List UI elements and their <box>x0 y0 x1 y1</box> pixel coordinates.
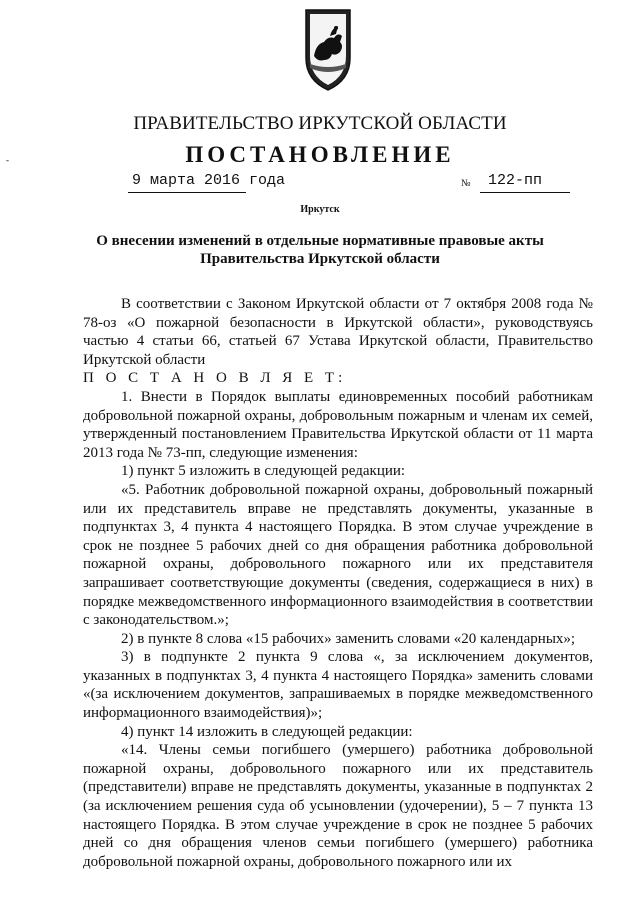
subitem-3: 3) в подпункте 2 пункта 9 слова «, за исключением документов, указанных в подпунктах 3, 4 пункта 4 настоящего Порядка» заменить словами «(за исключением документов, запрашиваемых в порядке межведомственного информационного взаимодействия)»; <box>83 649 593 722</box>
subitem-1: 1) пункт 5 изложить в следующей редакции: <box>121 463 406 480</box>
decree-word: П О С Т А Н О В Л Я Е Т: <box>83 370 347 387</box>
government-name: ПРАВИТЕЛЬСТВО ИРКУТСКОЙ ОБЛАСТИ <box>133 113 507 134</box>
title-line-2: Правительства Иркутской области <box>200 251 440 267</box>
document-title <box>0 232 640 268</box>
city-name: Иркутск <box>300 204 340 215</box>
decree-date: 9 марта 2016 года <box>132 172 286 189</box>
side-mark: - <box>6 155 9 165</box>
decree-number: 122-пп <box>488 172 543 189</box>
subitem-2: 2) в пункте 8 слова «15 рабочих» заменить словами «20 календарных»; <box>121 630 576 647</box>
intro-paragraph: В соответствии с Законом Иркутской области от 7 октября 2008 года № 78-оз «О пожарной безопасности в Иркутской области», руководствуясь частью 4 статьи 66, статьей 67 Устава Иркутской области, Правительство Иркутской области <box>83 296 593 368</box>
number-label: № <box>461 178 471 189</box>
subitem-4: 4) пункт 14 изложить в следующей редакции: <box>121 723 413 740</box>
document-type: ПОСТАНОВЛЕНИЕ <box>185 142 455 167</box>
subitem-4-text: «14. Члены семьи погибшего (умершего) работника добровольной пожарной охраны, добровольного пожарного или их представитель (представители) вправе не представлять документы, указанные в подпунктах 2 (за исключением решения суда об усыновлении (удочерении), 5 – 7 пункта 13 настоящего Порядка. В этом случае учреждение в срок не позднее 5 рабочих дней со дня обращения членов семьи погибшего (умершего) работника добровольной пожарной охраны, добровольного пожарного или их <box>83 742 593 870</box>
subitem-1-text: «5. Работник добровольной пожарной охраны, добровольный пожарный или их представитель вправе не представлять документы, указанные в подпунктах 3, 4 пункта 4 настоящего Порядка. В этом случае учреждение в срок не позднее 5 рабочих дней со дня обращения работника добровольной пожарной охраны, добровольного пожарного или их представителя запрашивает соответствующие документы (сведения, содержащиеся в них) в порядке межведомственного информационного взаимодействия в соответствии с законодательством.»; <box>83 481 593 629</box>
date-underline <box>128 192 246 193</box>
number-underline <box>480 192 570 193</box>
paragraph-1: 1. Внести в Порядок выплаты единовременных пособий работникам добровольной пожарной охраны, добровольным пожарным и членам их семей, утвержденный постановлением Правительства Иркутской области от 11 марта 2013 года № 73-пп, следующие изменения: <box>83 388 593 461</box>
coat-of-arms-emblem <box>302 6 354 92</box>
document-body <box>83 295 593 871</box>
title-line-1: О внесении изменений в отдельные нормативные правовые акты <box>96 233 544 249</box>
